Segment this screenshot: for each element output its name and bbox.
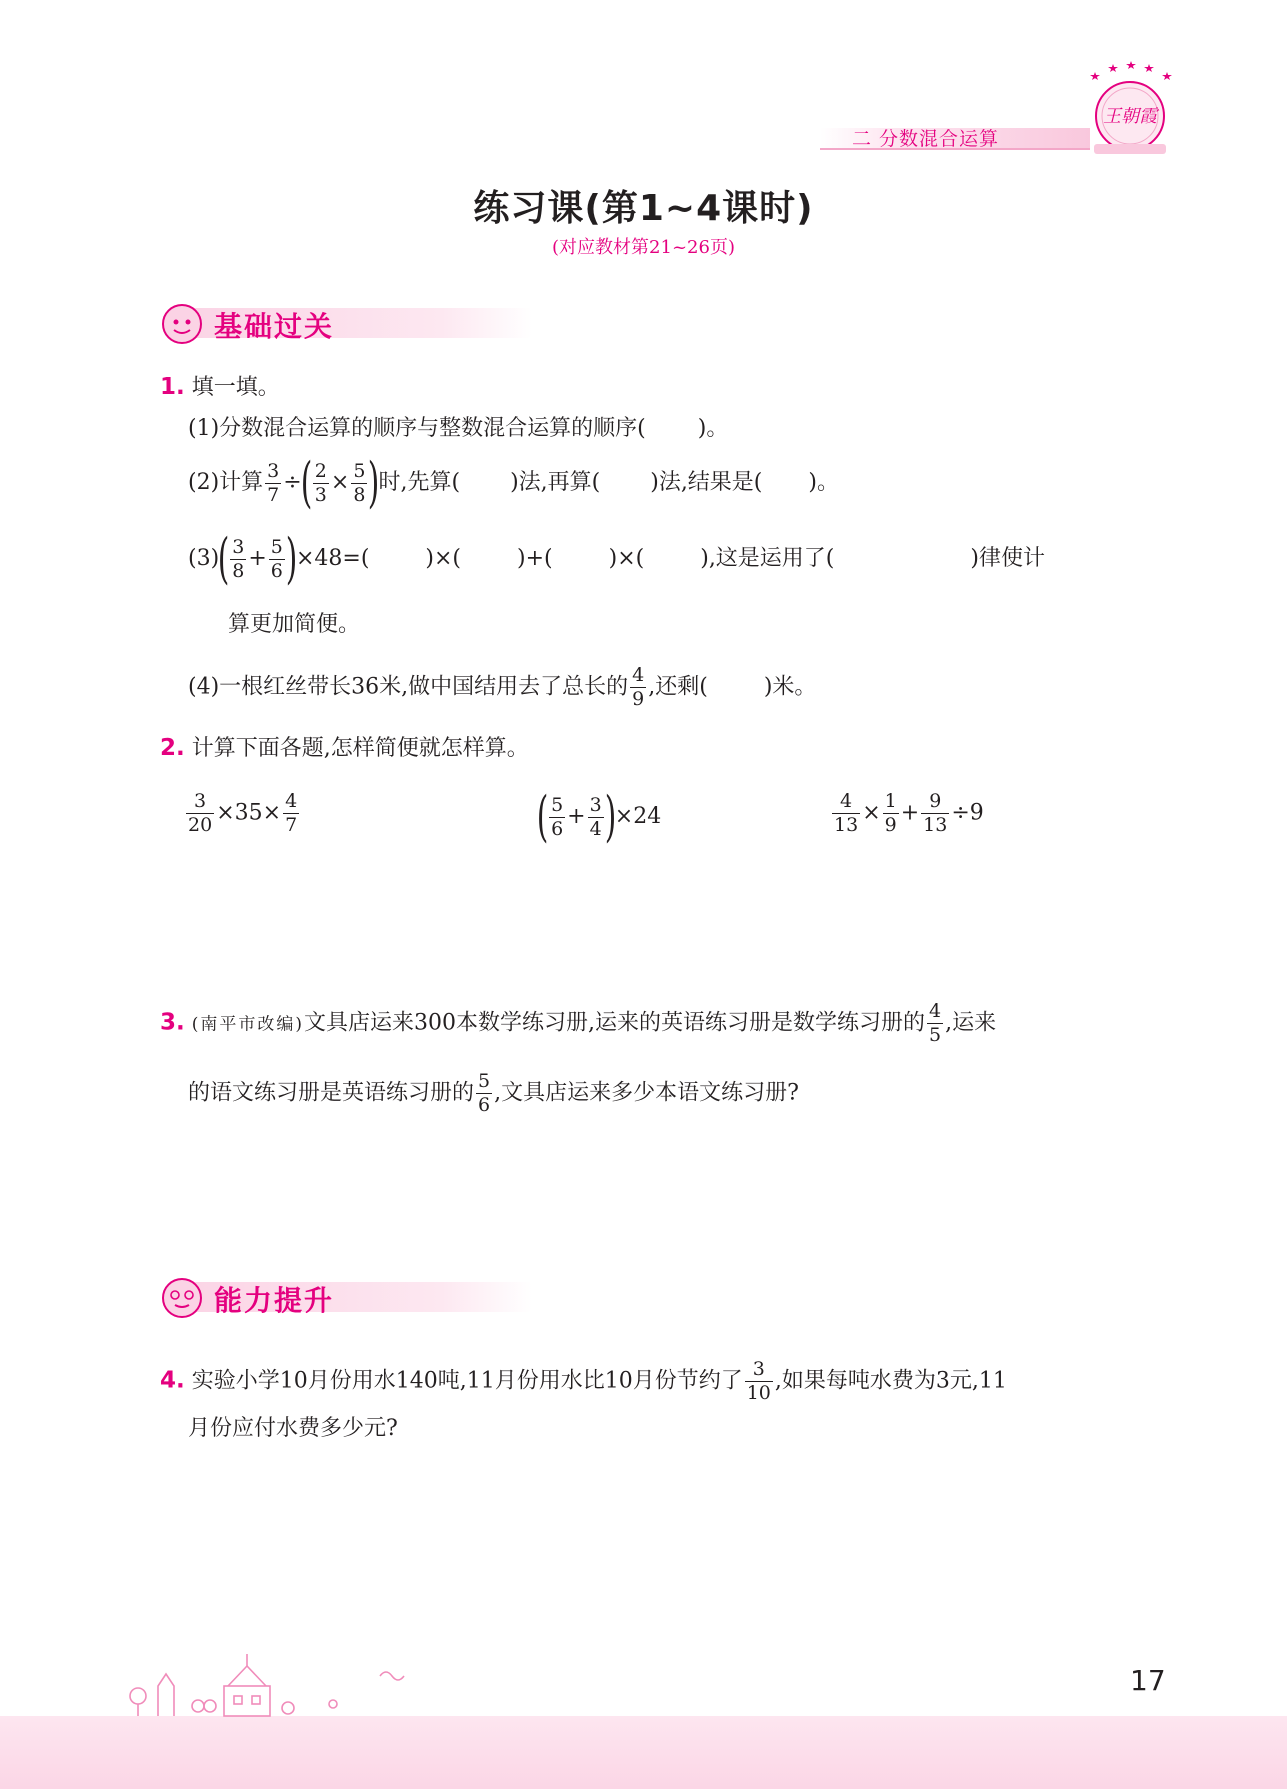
q1-text: 填一填。 xyxy=(191,375,280,400)
q1-p4-end: )米。 xyxy=(763,674,817,700)
section-banner-basic xyxy=(160,302,540,342)
page-number: 17 xyxy=(1130,1664,1166,1697)
q1-part3 xyxy=(188,527,1045,590)
brand-seal-logo xyxy=(1072,60,1184,158)
q1-p3-label: (3) xyxy=(188,546,220,571)
page-subtitle: (对应教材第21~26页) xyxy=(552,237,735,258)
q1-p2-text4: )法,结果是( xyxy=(650,470,763,495)
right-paren: ) xyxy=(604,785,617,848)
q3-line-1 xyxy=(160,1000,996,1047)
q4-text: 实验小学10月份用水140吨,11月份用水比10月份节约了 xyxy=(191,1368,743,1394)
q1-p2-text3: )法,再算( xyxy=(510,470,601,495)
fraction: $\frac{5}{8}$ xyxy=(353,459,366,506)
mascot-icon xyxy=(160,1276,208,1320)
q4-text2: ,如果每吨水费为3元,11 xyxy=(774,1368,1007,1394)
q1-p4-text2: ,还剩( xyxy=(648,674,708,700)
q3-line-2 xyxy=(188,1070,799,1117)
page-title: 练习课(第1~4课时) xyxy=(473,188,814,229)
q1-p3-text3: )+( xyxy=(517,546,553,571)
right-paren: ) xyxy=(285,527,298,590)
q3-text3: 的语文练习册是英语练习册的 xyxy=(188,1080,475,1106)
fraction: $\frac{3}{20}$ xyxy=(188,790,213,836)
q1-p4-text: (4)一根红丝带长36米,做中国结用去了总长的 xyxy=(188,674,629,700)
q1-p2-text: (2)计算 xyxy=(188,470,264,495)
q1-p3-text: ×48=( xyxy=(295,546,370,571)
fraction: $\frac{3}{10}$ xyxy=(746,1358,771,1404)
times-sign: × xyxy=(862,800,881,826)
fraction: $\frac{1}{9}$ xyxy=(884,790,897,836)
q1-p3-text6: )律使计 xyxy=(970,546,1045,571)
q2-expr-1 xyxy=(184,790,301,837)
plus-sign: + xyxy=(900,800,920,826)
footer-town-illustration xyxy=(118,1646,418,1718)
plus-sign: + xyxy=(567,804,586,829)
q1-part3-cont: 算更加简便。 xyxy=(228,612,361,637)
fraction: $\frac{2}{3}$ xyxy=(314,459,327,506)
mascot-icon xyxy=(160,302,208,346)
q2-text: 计算下面各题,怎样简便就怎样算。 xyxy=(191,736,529,761)
fraction: $\frac{4}{13}$ xyxy=(834,790,859,836)
q1-p2-text2: 时,先算( xyxy=(378,470,461,495)
section-banner-advanced xyxy=(160,1276,540,1316)
q2-number: 2. xyxy=(160,735,185,761)
expr-op: ÷9 xyxy=(951,800,984,826)
q1-p3-text5: ),这是运用了( xyxy=(700,546,835,571)
q1-p1-text: (1)分数混合运算的顺序与整数混合运算的顺序( xyxy=(188,416,646,441)
q1-p2-end: )。 xyxy=(808,470,839,495)
fraction: $\frac{3}{7}$ xyxy=(267,459,280,506)
fraction: $\frac{5}{6}$ xyxy=(270,535,283,582)
expr-op: ×24 xyxy=(614,804,662,829)
q1-stem xyxy=(160,372,280,403)
section-title: 基础过关 xyxy=(214,310,335,343)
left-paren: ( xyxy=(300,451,313,514)
fraction: $\frac{9}{13}$ xyxy=(923,790,948,836)
fraction: $\frac{4}{9}$ xyxy=(632,664,645,710)
fraction: $\frac{3}{8}$ xyxy=(232,535,245,582)
q4-line-2: 月份应付水费多少元? xyxy=(188,1416,398,1441)
fraction: $\frac{5}{6}$ xyxy=(551,793,564,840)
fraction: $\frac{4}{5}$ xyxy=(929,1000,942,1046)
q3-text: 文具店运来300本数学练习册,运来的英语练习册是数学练习册的 xyxy=(304,1010,926,1036)
divide-sign: ÷ xyxy=(283,470,302,495)
svg-text:王朝霞: 王朝霞 xyxy=(1103,106,1157,127)
footer-band xyxy=(0,1716,1287,1789)
q3-number: 3. xyxy=(160,1009,185,1036)
q1-p3-text2: )×( xyxy=(425,546,462,571)
q1-p3-text4: )×( xyxy=(608,546,645,571)
q1-part2 xyxy=(188,451,839,514)
q1-part1 xyxy=(188,414,728,444)
fraction: $\frac{4}{7}$ xyxy=(285,790,298,836)
fraction: $\frac{5}{6}$ xyxy=(478,1070,491,1116)
section-title: 能力提升 xyxy=(214,1284,335,1317)
left-paren: ( xyxy=(536,785,549,848)
expr-op: ×35× xyxy=(216,800,282,826)
plus-sign: + xyxy=(248,546,267,571)
left-paren: ( xyxy=(217,527,230,590)
q1-p1-end: )。 xyxy=(697,416,729,441)
q3-text4: ,文具店运来多少本语文练习册? xyxy=(494,1080,799,1106)
q4-number: 4. xyxy=(160,1367,185,1394)
q1-number: 1. xyxy=(160,374,185,400)
q2-expr-2 xyxy=(536,785,662,848)
q2-expr-3 xyxy=(830,790,984,837)
chapter-label: 二 分数混合运算 xyxy=(852,128,1000,150)
q3-source: (南平市改编) xyxy=(191,1014,305,1035)
q1-part4 xyxy=(188,664,816,711)
right-paren: ) xyxy=(368,451,380,514)
q4-line-1 xyxy=(160,1358,1007,1405)
q2-stem xyxy=(160,733,529,764)
times-sign: × xyxy=(330,470,350,495)
q3-text2: ,运来 xyxy=(945,1010,997,1036)
fraction: $\frac{3}{4}$ xyxy=(589,793,602,840)
